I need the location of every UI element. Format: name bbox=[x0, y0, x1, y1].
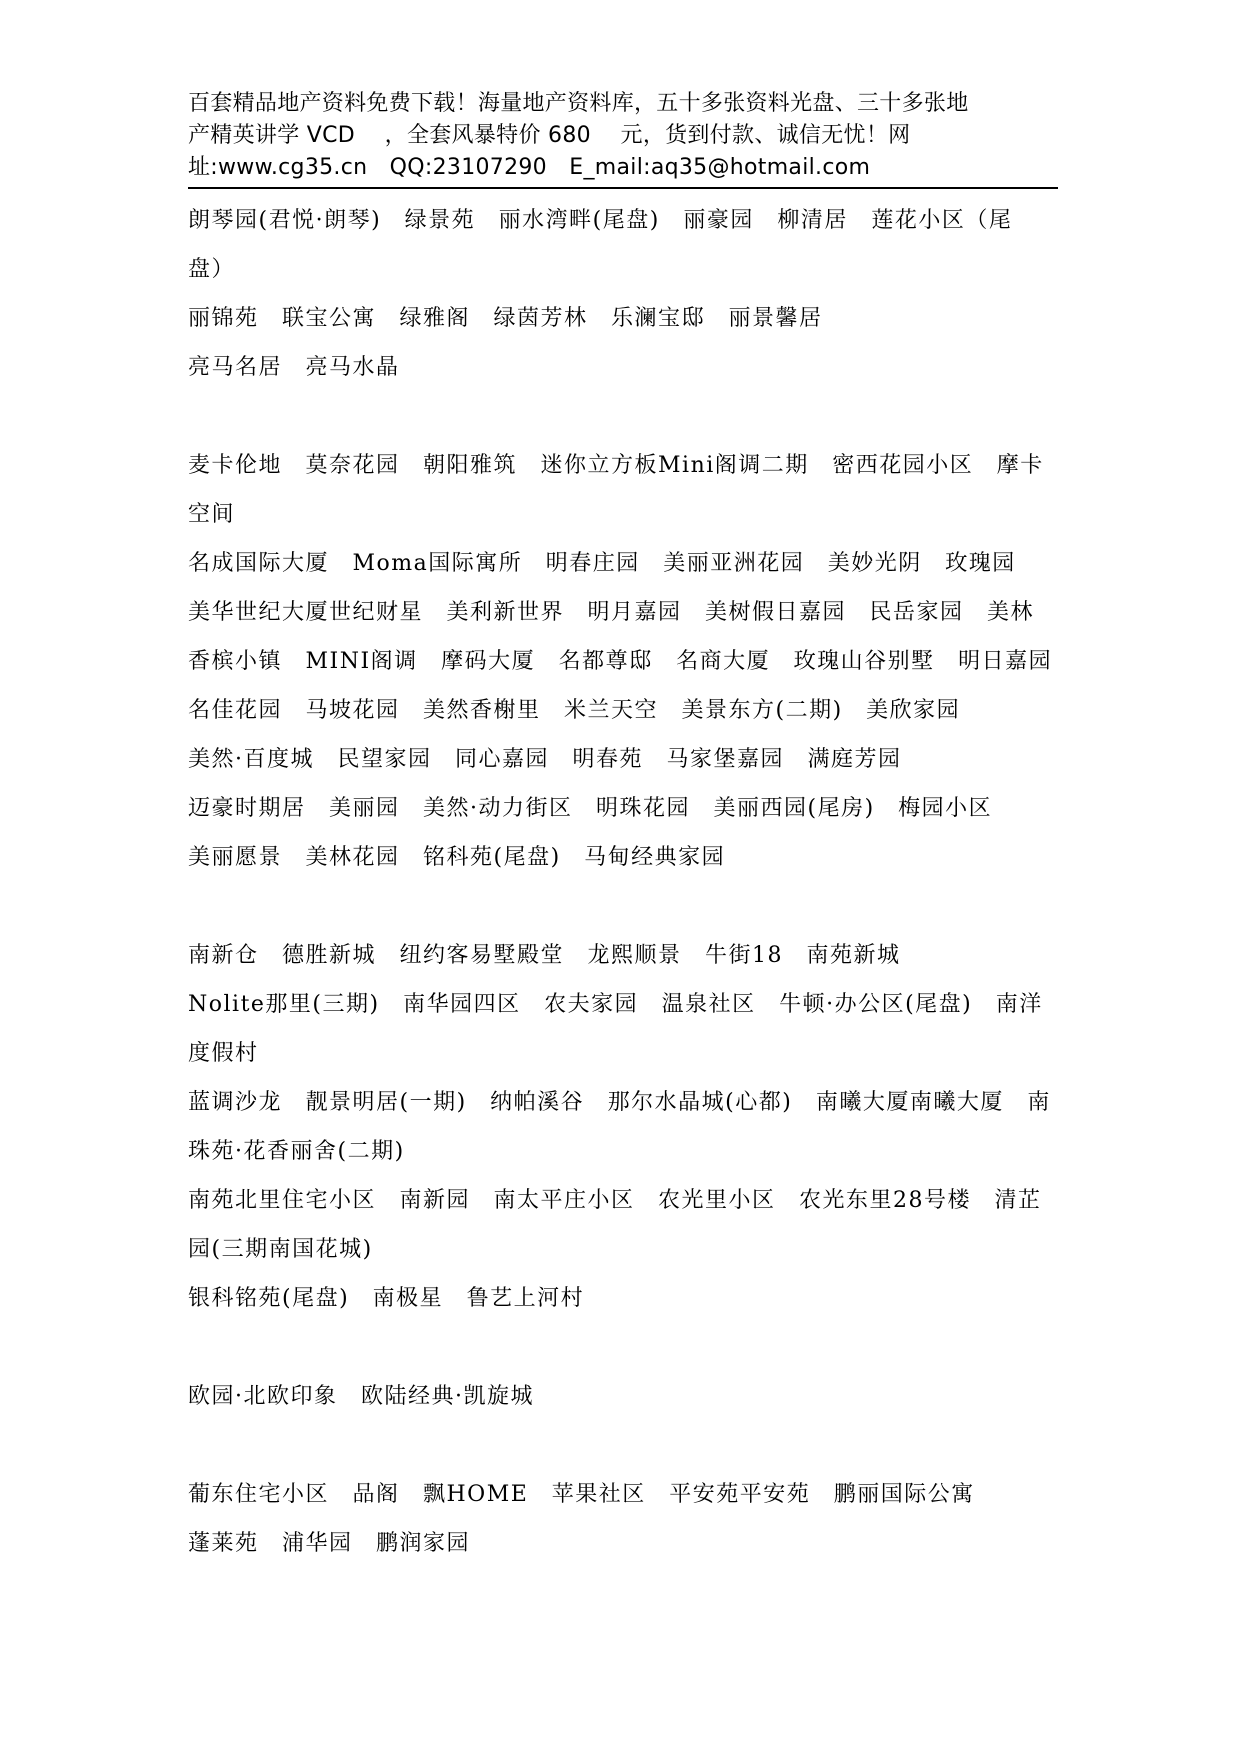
listing-line: 空间 bbox=[188, 502, 236, 527]
listing-line: 丽锦苑 联宝公寓 绿雅阁 绿茵芳林 乐澜宝邸 丽景馨居 bbox=[188, 306, 823, 331]
listing-group-l bbox=[188, 196, 1068, 392]
listing-line: 蓬莱苑 浦华园 鹏润家园 bbox=[188, 1531, 471, 1556]
listing-group-p bbox=[188, 1470, 1068, 1568]
listing-group-o bbox=[188, 1372, 1068, 1421]
listing-line: 葡东住宅小区 品阁 飘HOME 苹果社区 平安苑平安苑 鹏丽国际公寓 bbox=[188, 1482, 975, 1507]
header-line: 产精英讲学 VCD ，全套风暴特价 680 元，货到付款、诚信无忧！网 bbox=[188, 123, 911, 148]
listing-group-m bbox=[188, 441, 1068, 882]
listing-line: 珠苑·花香丽舍(二期) bbox=[188, 1139, 405, 1164]
listing-line: 迈豪时期居 美丽园 美然·动力街区 明珠花园 美丽西园(尾房) 梅园小区 bbox=[188, 796, 993, 821]
listing-line: 亮马名居 亮马水晶 bbox=[188, 355, 400, 380]
section-gap bbox=[188, 882, 1068, 931]
header-divider bbox=[188, 187, 1058, 189]
listing-line: 美然·百度城 民望家园 同心嘉园 明春苑 马家堡嘉园 满庭芳园 bbox=[188, 747, 902, 772]
section-gap bbox=[188, 1323, 1068, 1372]
section-gap bbox=[188, 392, 1068, 441]
listing-line: 欧园·北欧印象 欧陆经典·凯旋城 bbox=[188, 1384, 534, 1409]
listing-line: 美华世纪大厦世纪财星 美利新世界 明月嘉园 美树假日嘉园 民岳家园 美林 bbox=[188, 600, 1035, 625]
listing-line: 美丽愿景 美林花园 铭科苑(尾盘) 马甸经典家园 bbox=[188, 845, 726, 870]
header-line: 百套精品地产资料免费下载！海量地产资料库，五十多张资料光盘、三十多张地 bbox=[188, 91, 969, 116]
listing-line: 名佳花园 马坡花园 美然香榭里 米兰天空 美景东方(二期) 美欣家园 bbox=[188, 698, 961, 723]
listing-line: 南新仓 德胜新城 纽约客易墅殿堂 龙熙顺景 牛街18 南苑新城 bbox=[188, 943, 901, 968]
listing-line: 南苑北里住宅小区 南新园 南太平庄小区 农光里小区 农光东里28号楼 清芷 bbox=[188, 1188, 1042, 1213]
promo-header bbox=[188, 88, 1068, 184]
listing-line: 香槟小镇 MINI阁调 摩码大厦 名都尊邸 名商大厦 玫瑰山谷别墅 明日嘉园 bbox=[188, 649, 1053, 674]
listing-line: 银科铭苑(尾盘) 南极星 鲁艺上河村 bbox=[188, 1286, 585, 1311]
listing-group-n bbox=[188, 931, 1068, 1323]
listing-line: 朗琴园(君悦·朗琴) 绿景苑 丽水湾畔(尾盘) 丽豪园 柳清居 莲花小区（尾 bbox=[188, 208, 1013, 233]
section-gap bbox=[188, 1421, 1068, 1470]
header-line: 址:www.cg35.cn QQ:23107290 E_mail:aq35@hotmail.com bbox=[188, 155, 871, 180]
listing-line: Nolite那里(三期) 南华园四区 农夫家园 温泉社区 牛顿·办公区(尾盘) 南洋 bbox=[188, 992, 1043, 1017]
listing-line: 蓝调沙龙 靓景明居(一期) 纳帕溪谷 那尔水晶城(心都) 南曦大厦南曦大厦 南 bbox=[188, 1090, 1051, 1115]
listing-content bbox=[188, 196, 1068, 1568]
listing-line: 麦卡伦地 莫奈花园 朝阳雅筑 迷你立方板Mini阁调二期 密西花园小区 摩卡 bbox=[188, 453, 1044, 478]
listing-line: 盘） bbox=[188, 257, 236, 282]
listing-line: 名成国际大厦 Moma国际寓所 明春庄园 美丽亚洲花园 美妙光阴 玫瑰园 bbox=[188, 551, 1016, 576]
listing-line: 度假村 bbox=[188, 1041, 259, 1066]
listing-line: 园(三期南国花城) bbox=[188, 1237, 373, 1262]
